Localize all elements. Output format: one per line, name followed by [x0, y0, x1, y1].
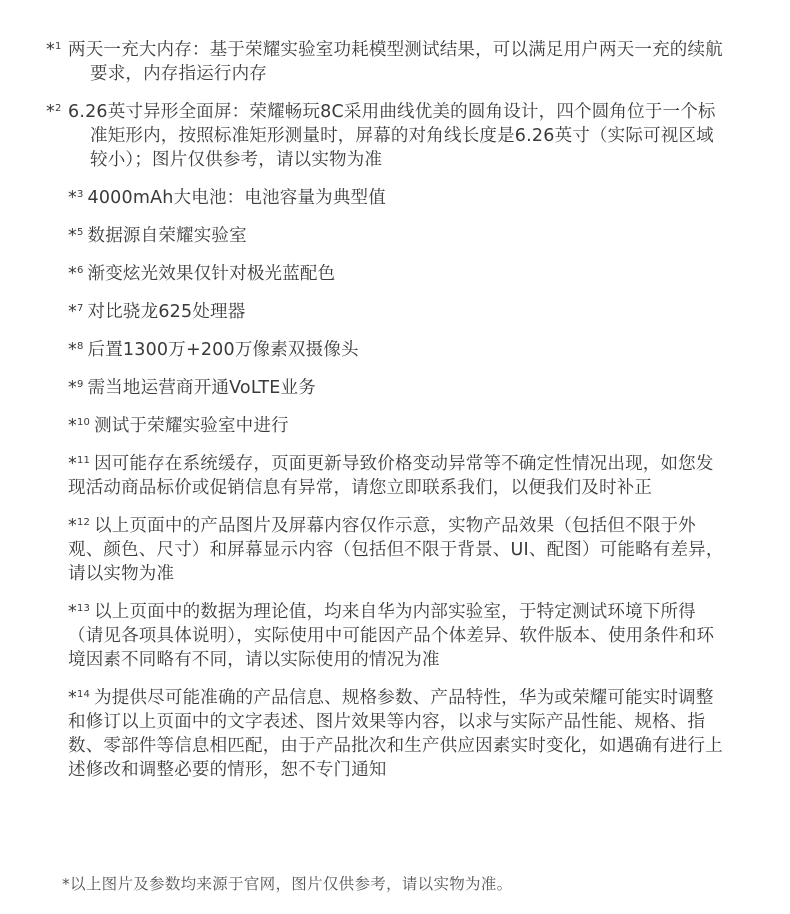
footnote-10	[68, 414, 728, 438]
footnote-9	[68, 376, 728, 400]
footnote-marker: *$^{14}$	[68, 688, 91, 708]
footnote-marker: *$^3$	[68, 188, 84, 208]
footnote-text: 6.26英寸异形全面屏：荣耀畅玩8C采用曲线优美的圆角设计，四个圆角位于一个标准矩形内，按照标准矩形测量时，屏幕的对角线长度是6.26英寸（实际可视区域较小）；图片仅供参考，请以实物为准	[68, 102, 716, 170]
disclaimer-footer: *以上图片及参数均来源于官网，图片仅供参考，请以实物为准。	[62, 875, 513, 893]
footnote-text: 数据源自荣耀实验室	[87, 226, 247, 246]
footnote-1: *$^1$ 两天一充大内存：基于荣耀实验室功耗模型测试结果，可以满足用户两天一充的续航要求，内存指运行内存	[46, 40, 723, 84]
footnote-text: 因可能存在系统缓存，页面更新导致价格变动异常等不确定性情况出现，如您发现活动商品标价或促销信息有异常，请您立即联系我们，以便我们及时补正	[68, 454, 714, 498]
footnote-text: 4000mAh大电池：电池容量为典型值	[87, 188, 386, 208]
footnote-marker: *$^7$	[68, 302, 84, 322]
footnote-marker: *$^6$	[68, 264, 84, 284]
footnote-text: 测试于荣耀实验室中进行	[94, 416, 289, 436]
footnote-text: 渐变炫光效果仅针对极光蓝配色	[87, 264, 336, 284]
footnote-13	[68, 600, 728, 672]
footnote-marker: *$^{12}$	[68, 516, 91, 536]
footnote-marker: *$^9$	[68, 378, 84, 398]
footnote-14	[68, 686, 728, 782]
footnote-6	[68, 262, 728, 286]
footnote-marker: *$^5$	[68, 226, 84, 246]
footnotes-list	[46, 38, 728, 796]
footnote-text: 后置1300万+200万像素双摄像头	[87, 340, 359, 360]
footnote-marker: *$^{11}$	[68, 454, 91, 474]
footnote-text: 为提供尽可能准确的产品信息、规格参数、产品特性，华为或荣耀可能实时调整和修订以上页面中的文字表述、图片效果等内容，以求与实际产品性能、规格、指数、零部件等信息相匹配，由于产品批次和生产供应因素实时变化，如遇确有进行上述修改和调整必要的情形，恕不专门通知	[68, 688, 723, 780]
footnote-text: 以上页面中的产品图片及屏幕内容仅作示意，实物产品效果（包括但不限于外观、颜色、尺寸）和屏幕显示内容（包括但不限于背景、UI、配图）可能略有差异，请以实物为准	[68, 516, 724, 584]
footnote-11	[68, 452, 728, 500]
footnote-7	[68, 300, 728, 324]
footnote-12	[68, 514, 728, 586]
footnote-text: 以上页面中的数据为理论值，均来自华为内部实验室，于特定测试环境下所得（请见各项具体说明），实际使用中可能因产品个体差异、软件版本、使用条件和环境因素不同略有不同，请以实际使用的情况为准	[68, 602, 715, 670]
footnote-8	[68, 338, 728, 362]
footnote-text: 对比骁龙625处理器	[87, 302, 246, 322]
footnote-2: *$^2$ 6.26英寸异形全面屏：荣耀畅玩8C采用曲线优美的圆角设计，四个圆角位于一个标准矩形内，按照标准矩形测量时，屏幕的对角线长度是6.26英寸（实际可视区域较小）；图片仅供参考，请以实物为准	[46, 102, 716, 170]
footnote-text: 需当地运营商开通VoLTE业务	[87, 378, 316, 398]
footnote-3	[68, 186, 728, 210]
footnote-marker: *$^8$	[68, 340, 84, 360]
footnote-text: 两天一充大内存：基于荣耀实验室功耗模型测试结果，可以满足用户两天一充的续航要求，内存指运行内存	[68, 40, 723, 84]
footnote-marker: *$^{13}$	[68, 602, 91, 622]
footnote-marker: *$^{10}$	[68, 416, 91, 436]
footnote-5	[68, 224, 728, 248]
